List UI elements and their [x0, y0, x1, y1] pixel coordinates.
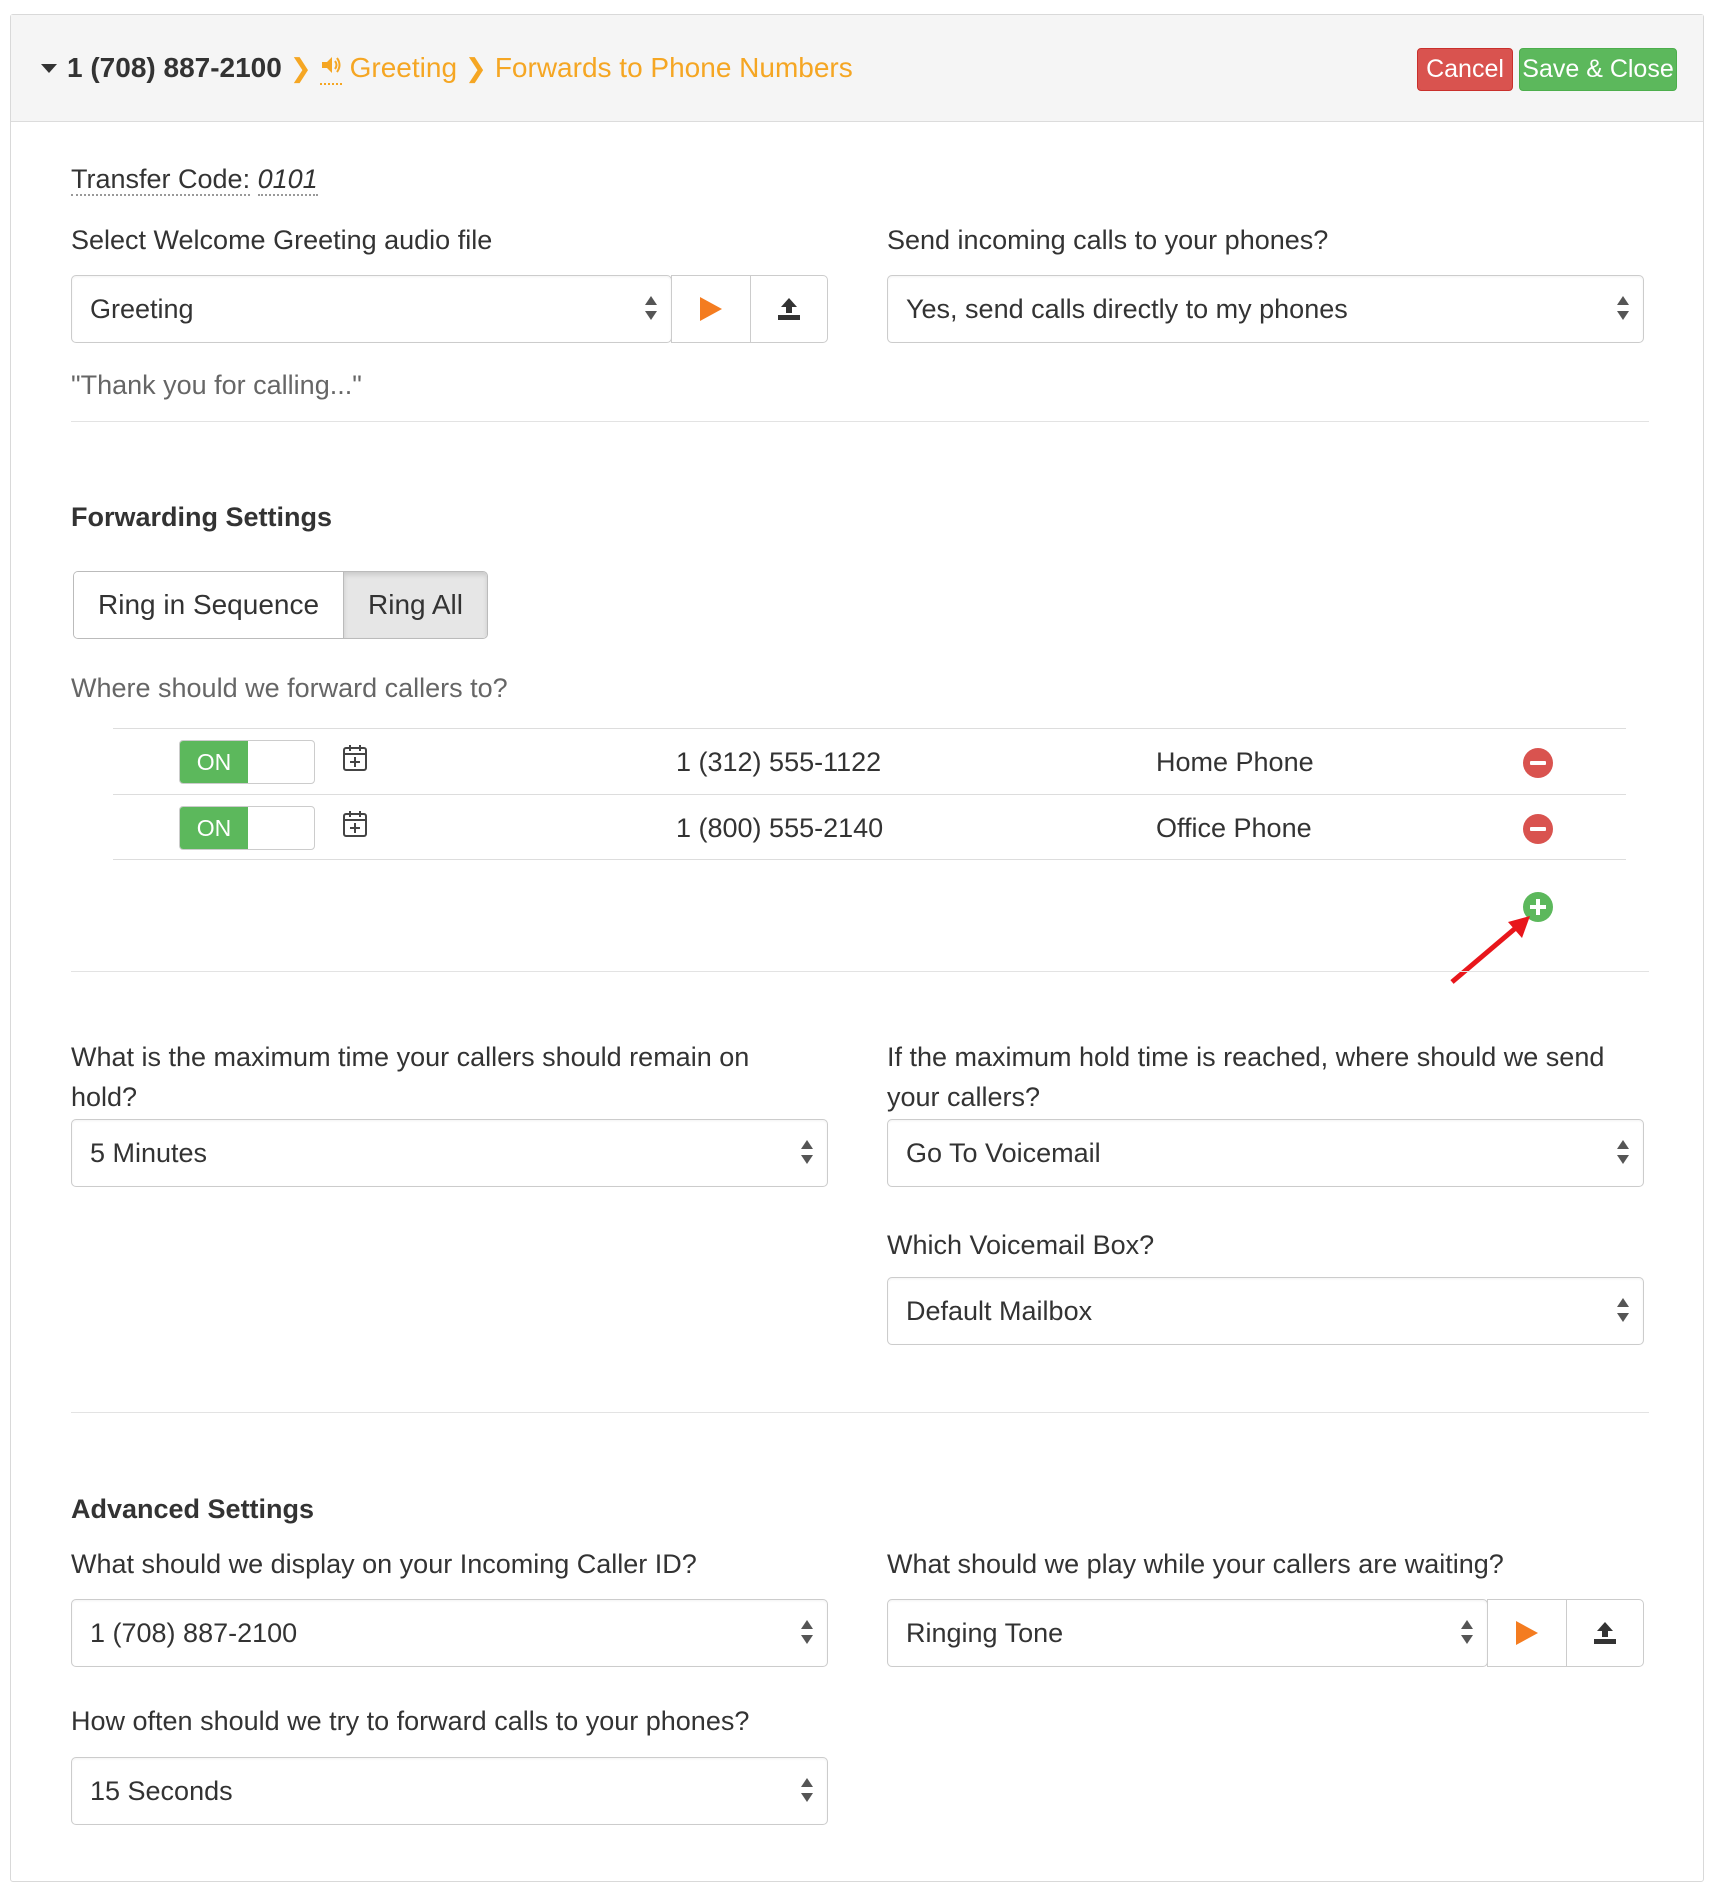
forwarding-heading: Forwarding Settings — [71, 502, 333, 532]
play-icon — [700, 297, 722, 321]
speaker-icon — [320, 51, 342, 85]
waiting-audio-label: What should we play while your callers are waiting? — [887, 1549, 1504, 1579]
greeting-preview-text: "Thank you for calling..." — [71, 370, 362, 400]
save-close-button[interactable]: Save & Close — [1519, 48, 1677, 91]
calendar-add-icon[interactable] — [341, 809, 369, 839]
select-arrows-icon — [1617, 1138, 1631, 1168]
caller-id-label: What should we display on your Incoming Caller ID? — [71, 1549, 697, 1579]
upload-waiting-button[interactable] — [1566, 1599, 1644, 1667]
greeting-audio-select[interactable] — [71, 275, 672, 343]
audio-file-label: Select Welcome Greeting audio file — [71, 225, 493, 255]
chevron-right-icon: ❯ — [289, 52, 312, 83]
caller-id-select[interactable] — [71, 1599, 828, 1667]
select-arrows-icon — [801, 1618, 815, 1648]
ring-mode-toggle — [73, 571, 488, 639]
forward-phone-number: 1 (800) 555-2140 — [676, 813, 884, 843]
section-divider — [71, 971, 1649, 972]
play-icon — [1516, 1621, 1538, 1645]
table-row — [113, 728, 1626, 794]
calendar-add-icon[interactable] — [341, 743, 369, 773]
transfer-code-value: 0101 — [257, 164, 318, 194]
voicemail-box-value: Default Mailbox — [906, 1296, 1093, 1326]
select-arrows-icon — [1461, 1618, 1475, 1648]
breadcrumb-phone[interactable]: 1 (708) 887-2100 — [67, 52, 282, 83]
section-divider — [71, 421, 1649, 422]
hold-reached-label: If the maximum hold time is reached, where should we send your callers? — [887, 1042, 1605, 1112]
remove-circle-icon[interactable] — [1523, 814, 1553, 844]
route-editor-panel — [10, 14, 1704, 1882]
select-arrows-icon — [1617, 1296, 1631, 1326]
breadcrumb-greeting[interactable]: Greeting — [349, 52, 458, 83]
upload-icon — [1591, 1619, 1619, 1647]
greeting-audio-value: Greeting — [90, 294, 194, 324]
annotation-arrow — [1446, 908, 1536, 988]
remove-circle-icon[interactable] — [1523, 748, 1553, 778]
select-arrows-icon — [1617, 294, 1631, 324]
play-waiting-button[interactable] — [1487, 1599, 1567, 1667]
play-greeting-button[interactable] — [671, 275, 751, 343]
hold-reached-select[interactable] — [887, 1119, 1644, 1187]
forward-phone-number: 1 (312) 555-1122 — [676, 747, 882, 777]
forward-frequency-value: 15 Seconds — [90, 1776, 233, 1806]
max-hold-select[interactable] — [71, 1119, 828, 1187]
forward-frequency-select[interactable] — [71, 1757, 828, 1825]
forward-toggle[interactable] — [179, 806, 315, 850]
max-hold-label: What is the maximum time your callers should remain on hold? — [71, 1042, 750, 1112]
table-row — [113, 794, 1626, 860]
ring-all-button[interactable]: Ring All — [344, 572, 487, 638]
forward-frequency-label: How often should we try to forward calls to your phones? — [71, 1706, 750, 1736]
send-calls-label: Send incoming calls to your phones? — [887, 225, 1329, 255]
waiting-audio-select[interactable] — [887, 1599, 1488, 1667]
caller-id-value: 1 (708) 887-2100 — [90, 1618, 298, 1648]
forward-toggle[interactable] — [179, 740, 315, 784]
transfer-code-label: Transfer Code: — [71, 164, 251, 194]
waiting-audio-value: Ringing Tone — [906, 1618, 1064, 1648]
select-arrows-icon — [645, 294, 659, 324]
toggle-on-label: ON — [180, 807, 248, 849]
voicemail-box-select[interactable] — [887, 1277, 1644, 1345]
max-hold-value: 5 Minutes — [90, 1138, 208, 1168]
toggle-on-label: ON — [180, 741, 248, 783]
caret-down-icon[interactable] — [41, 64, 57, 73]
breadcrumb-forwards[interactable]: Forwards to Phone Numbers — [494, 52, 853, 83]
forward-question: Where should we forward callers to? — [71, 673, 508, 703]
transfer-code — [71, 164, 318, 195]
select-arrows-icon — [801, 1776, 815, 1806]
send-calls-value: Yes, send calls directly to my phones — [906, 294, 1348, 324]
forward-phone-name: Home Phone — [1156, 747, 1314, 777]
upload-icon — [775, 295, 803, 323]
select-arrows-icon — [801, 1138, 815, 1168]
ring-sequence-button[interactable]: Ring in Sequence — [74, 572, 344, 638]
advanced-heading: Advanced Settings — [71, 1494, 315, 1524]
breadcrumb — [41, 51, 853, 85]
hold-reached-value: Go To Voicemail — [906, 1138, 1101, 1168]
voicemail-box-label: Which Voicemail Box? — [887, 1230, 1155, 1260]
panel-header — [11, 15, 1703, 122]
send-calls-select[interactable] — [887, 275, 1644, 343]
forward-phone-name: Office Phone — [1156, 813, 1312, 843]
upload-greeting-button[interactable] — [750, 275, 828, 343]
section-divider — [71, 1412, 1649, 1413]
forward-numbers-table — [113, 728, 1626, 860]
cancel-button[interactable]: Cancel — [1417, 48, 1513, 91]
chevron-right-icon: ❯ — [465, 52, 487, 83]
